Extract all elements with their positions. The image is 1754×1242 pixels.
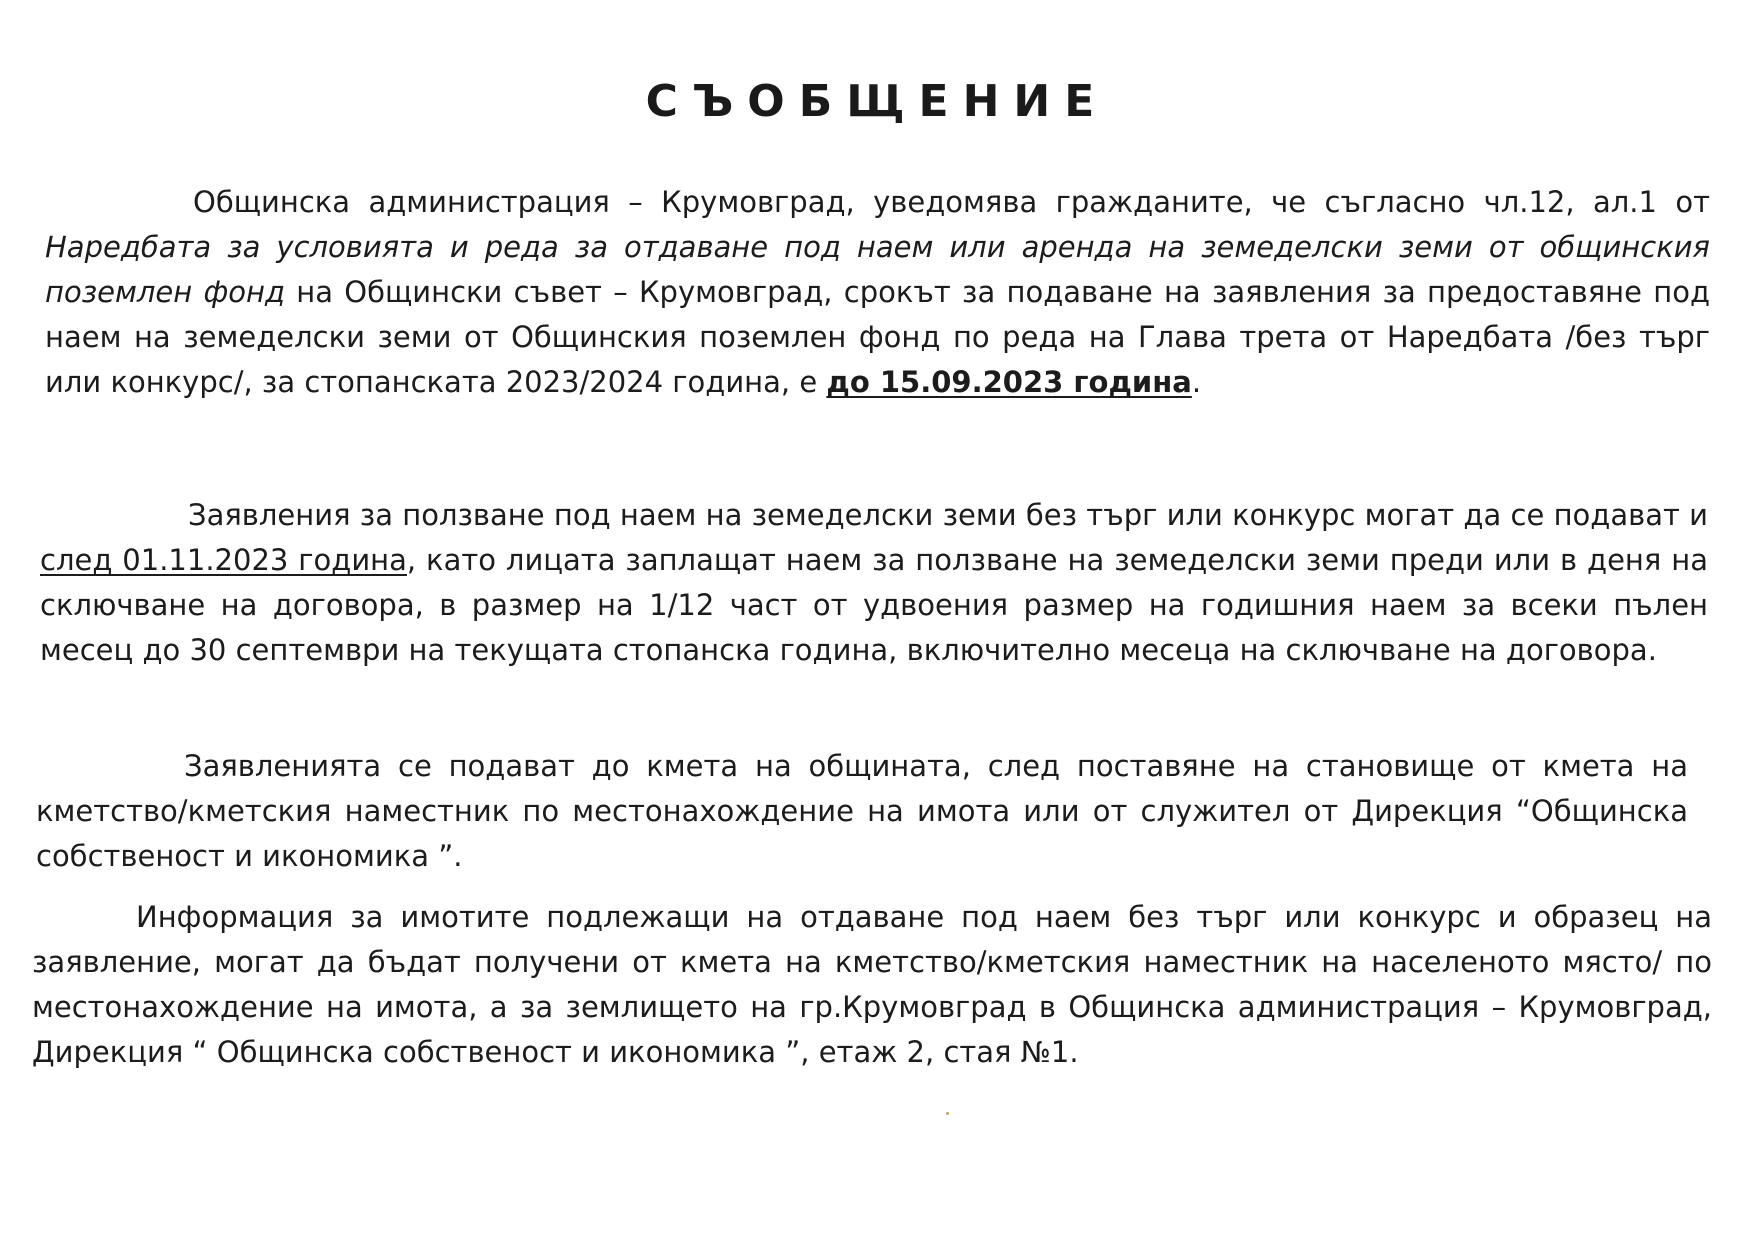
regulation-title: Наредбата за условията и реда за отдаване под наем или аренда на земеделски земи от общинския поземлен фонд [45, 230, 1710, 309]
paragraph4-text: Информация за имотите подлежащи на отдаване под наем без търг или конкурс и образец на заявление, могат да бъдат получени от кмета на кметство/кметския наместник на населеното място/ по местонахождение на имота, а за землището на гр.Крумовград в Общинска администрация – Крумовград, Дирекция “ Общинска собственост и икономика ”, етаж 2, стая №1. [32, 900, 1712, 1069]
paragraph-late-applications [40, 493, 1708, 673]
paragraph3-text: Заявленията се подават до кмета на общината, след поставяне на становище от кмета на кметство/кметския наместник по местонахождение на имота или от служител от Дирекция “Общинска собственост и икономика ”. [36, 749, 1688, 873]
paragraph-submission [36, 744, 1688, 879]
notice-title: СЪОБЩЕНИЕ [645, 76, 1109, 127]
deadline-date: до 15.09.2023 година [826, 365, 1192, 399]
paragraph1-text-c: . [1191, 365, 1202, 399]
paragraph2-text-a: Заявления за ползване под наем на земеделски земи без търг или конкурс могат да се подават и [188, 498, 1708, 532]
paragraph2-text-b: , като лицата заплащат наем за ползване на земеделски земи преди или в деня на сключване на договора, в размер на 1/12 част от удвоения размер на годишния наем за всеки пълен месец до 30 септември на текущата стопанска година, включително месеца на сключване на договора. [40, 543, 1708, 667]
paragraph1-text-a: Общинска администрация – Крумовград, уведомява гражданите, че съгласно чл.12, ал.1 от [193, 185, 1710, 219]
scan-speck [946, 1112, 949, 1115]
paragraph1-text-b: на Общински съвет – Крумовград, срокът за подаване на заявления за предоставяне под наем на земеделски земи от Общинския поземлен фонд по реда на Глава трета от Наредбата /без търг или конкурс/, за стопанската 2023/2024 година, е [45, 275, 1710, 399]
paragraph-application-deadline [45, 180, 1710, 405]
paragraph-information [32, 895, 1712, 1075]
after-date: след 01.11.2023 година [40, 543, 407, 577]
